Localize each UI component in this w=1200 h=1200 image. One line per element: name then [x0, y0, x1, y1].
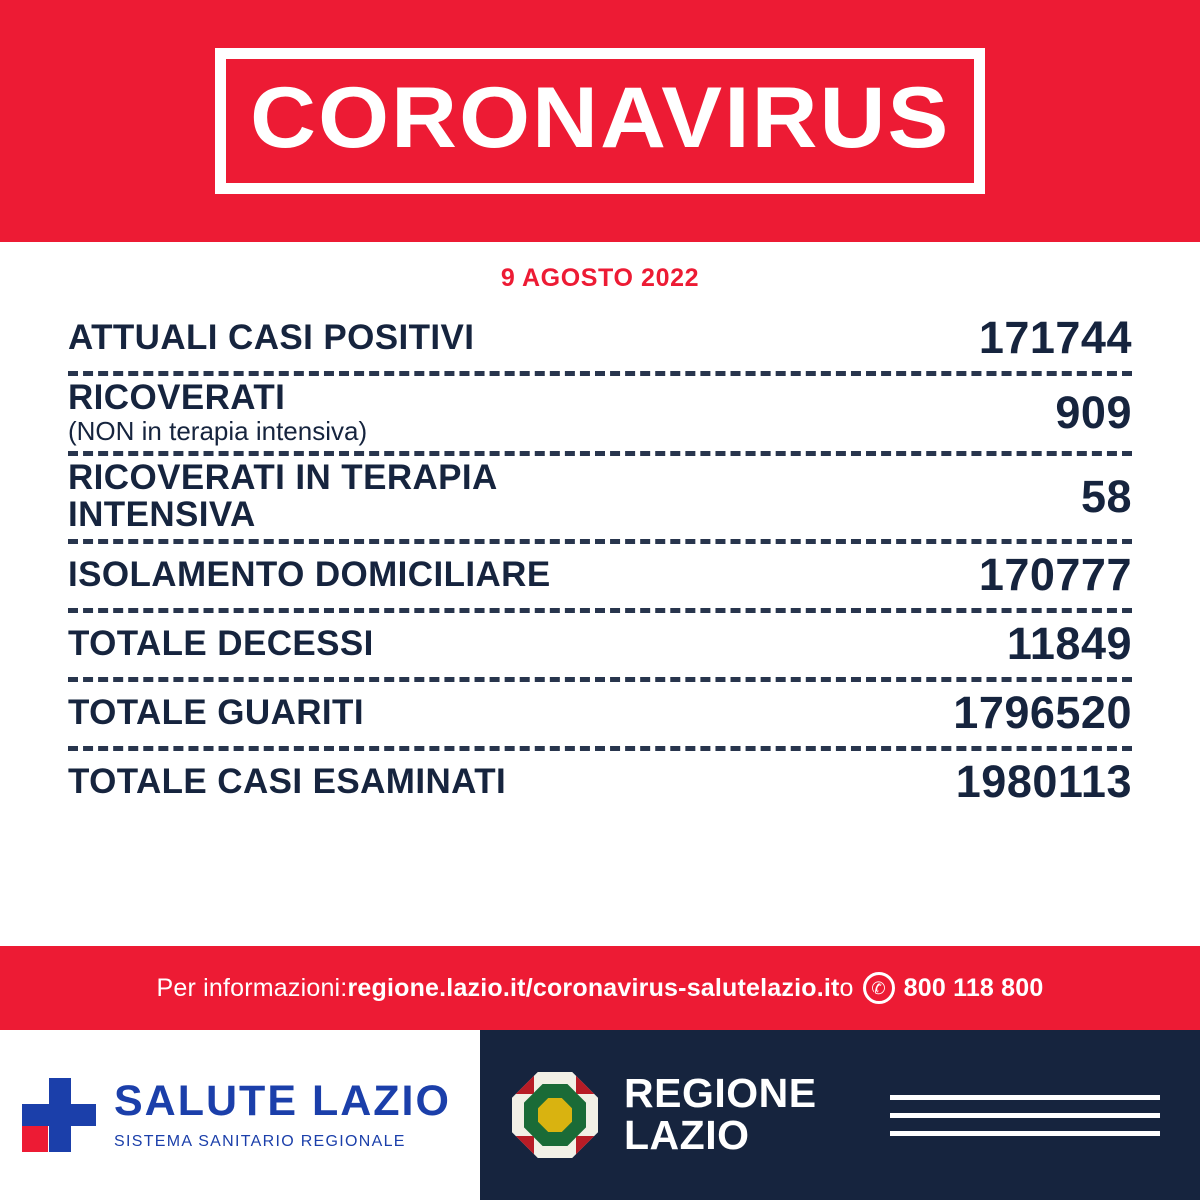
row-value: 58	[1080, 470, 1132, 522]
salute-lazio-title: SALUTE LAZIO	[114, 1076, 451, 1125]
row-label-main: RICOVERATI	[68, 378, 286, 417]
report-date: 9 AGOSTO 2022	[500, 264, 700, 292]
table-row	[68, 307, 1132, 371]
regione-lazio-line2: LAZIO	[624, 1112, 750, 1158]
logo-stripes	[890, 1095, 1160, 1136]
row-value: 11849	[1006, 618, 1132, 670]
table-row	[68, 456, 1132, 539]
medical-cross-icon	[22, 1078, 96, 1152]
regione-lazio-logo	[480, 1030, 1200, 1200]
info-bar	[0, 946, 1200, 1030]
salute-lazio-logo	[0, 1030, 480, 1200]
row-label: TOTALE CASI ESAMINATI	[68, 762, 507, 801]
poster-header	[0, 0, 1200, 242]
row-value: 170777	[978, 549, 1132, 601]
regione-lazio-emblem-icon	[512, 1072, 598, 1158]
row-divider	[68, 539, 1132, 544]
phone-icon: ✆	[863, 972, 895, 1004]
info-prefix: Per informazioni:	[156, 973, 348, 1002]
poster-footer	[0, 1030, 1200, 1200]
row-divider	[68, 371, 1132, 376]
table-row	[68, 544, 1132, 608]
table-row	[68, 751, 1132, 815]
page-title: CORONAVIRUS	[249, 70, 951, 166]
regione-lazio-line1: REGIONE	[624, 1070, 817, 1117]
row-label: ATTUALI CASI POSITIVI	[68, 317, 475, 357]
stats-table	[68, 307, 1132, 815]
row-divider	[68, 608, 1132, 613]
row-value: 909	[1055, 386, 1132, 438]
row-label-sub: (NON in terapia intensiva)	[68, 416, 368, 447]
salute-lazio-subtitle: SISTEMA SANITARIO REGIONALE	[114, 1132, 406, 1150]
info-link-regione[interactable]: regione.lazio.it/coronavirus	[347, 973, 679, 1002]
info-phone-number[interactable]: 800 118 800	[903, 973, 1044, 1002]
stats-body	[0, 242, 1200, 946]
row-label: RICOVERATI IN TERAPIA INTENSIVA	[68, 458, 497, 534]
row-label: TOTALE GUARITI	[68, 693, 364, 732]
table-row	[68, 613, 1132, 677]
row-divider	[68, 746, 1132, 751]
regione-lazio-text	[624, 1070, 817, 1158]
row-divider	[68, 451, 1132, 456]
row-label: TOTALE DECESSI	[68, 624, 374, 663]
header-title-frame	[215, 48, 986, 194]
row-divider	[68, 677, 1132, 682]
info-link-salute[interactable]: salutelazio.it	[686, 973, 840, 1002]
row-value: 1796520	[953, 687, 1132, 739]
info-connector: o	[839, 973, 854, 1002]
row-value: 1980113	[955, 756, 1132, 808]
info-separator: -	[678, 973, 687, 1002]
row-value: 171744	[978, 312, 1132, 363]
table-row	[68, 376, 1132, 451]
row-label: ISOLAMENTO DOMICILIARE	[68, 555, 551, 594]
row-label	[68, 380, 367, 445]
salute-lazio-text	[114, 1076, 451, 1151]
table-row	[68, 682, 1132, 746]
